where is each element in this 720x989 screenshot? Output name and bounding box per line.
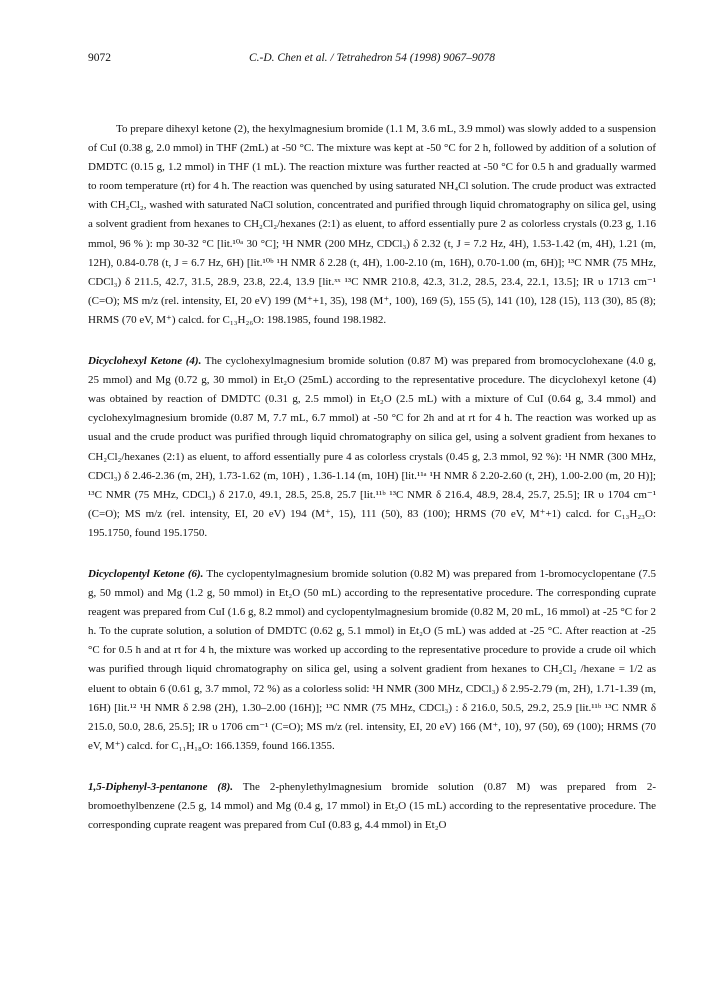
paragraph-text: The cyclohexylmagnesium bromide solution (0.87 M) was prepared from bromocyclohexane (4.0 g, 25 mmol) and Mg (0.72 g, 30 mmol) in Et₂O (25mL) according to the representative procedure. The dicyclohexyl ketone (4) was obtained by reaction of DMDTC (0.31 g, 2.5 mmol) in Et₂O (2.5 mL) with a mixture of CuI (0.64 g, 3.4 mmol) and cyclohexylmagnesium bromide (0.87 M, 7.7 mL, 6.7 mmol) at -50 °C for 2h and at rt for 4 h. The reaction was worked up as usual and the crude product was purified through liquid chromatography on silica gel, using a solvent gradient from hexanes to CH₂Cl₂/hexanes (2:1) as eluent, to afford essentially pure 4 as colorless crystals (0.45 g, 2.3 mmol, 92 %): ¹H NMR (300 MHz, CDCl₃) δ 2.46-2.36 (m, 2H), 1.73-1.62 (m, 10H) , 1.36-1.14 (m, 10H) [lit.¹¹ᵃ ¹H NMR δ 2.20-2.60 (t, 2H), 1.00-2.00 (m, 20 H)]; ¹³C NMR (75 MHz, CDCl₃) δ 217.0, 49.1, 28.5, 25.8, 25.7 [lit.¹¹ᵇ ¹³C NMR δ 216.4, 48.9, 28.4, 25.7, 25.5]; IR υ 1704 cm⁻¹ (C=O); MS m/z (rel. intensity, EI, 20 eV) 194 (M⁺, 15), 111 (50), 83 (100); HRMS (70 eV, M⁺+1) calcd. for C₁₃H₂₃O: 195.1750, found 195.1750. [88,355,656,539]
paragraph-dicyclopentyl-ketone [88,565,656,756]
page-number: 9072 [88,52,111,64]
paragraph-text: The cyclopentylmagnesium bromide solution (0.82 M) was prepared from 1-bromocyclopentane (7.5 g, 50 mmol) and Mg (1.2 g, 50 mmol) in Et₂O (50 mL) according to the representative procedure. The corresponding cuprate reagent was prepared from CuI (1.6 g, 8.2 mmol) and cyclopentylmagnesium bromide (0.82 M, 20 mL, 16 mmol) at -25 °C for 2 h. To the cuprate solution, a solution of DMDTC (0.62 g, 5.1 mmol) in Et₂O (5 mL) was added at -25 °C. After reaction at -25 °C for 0.5 h and at rt for 4 h, the mixture was worked up according to the representative procedure to provide a crude oil which was purified through liquid chromatography on silica gel, using a solvent gradient from hexanes to CH₂Cl₂ /hexane = 1/2 as eluent to obtain 6 (0.61 g, 3.7 mmol, 72 %) as a colorless solid: ¹H NMR (300 MHz, CDCl₃) δ 2.95-2.79 (m, 2H), 1.71-1.39 (m, 16H) [lit.¹² ¹H NMR δ 2.98 (2H), 1.30–2.00 (16H)]; ¹³C NMR (75 MHz, CDCl₃) : δ 216.0, 50.5, 29.2, 25.9 [lit.¹¹ᵇ ¹³C NMR δ 215.0, 50.0, 28.6, 25.5]; IR υ 1706 cm⁻¹ (C=O); MS m/z (rel. intensity, EI, 20 eV) 166 (M⁺, 10), 97 (50), 69 (100); HRMS (70 eV, M⁺) calcd. for C₁₁H₁₈O: 166.1359, found 166.1355. [88,567,656,752]
paragraph-text: To prepare dihexyl ketone (2), the hexylmagnesium bromide (1.1 M, 3.6 mL, 3.9 mmol) was slowly added to a suspension of CuI (0.38 g, 2.0 mmol) in THF (2mL) at -50 °C. The mixture was kept at -50 °C for 2 h, followed by addition of a solution of DMDTC (0.15 g, 1.2 mmol) in THF (1 mL). The reaction mixture was further reacted at -50 °C for 0.5 h and gradually warmed to room temperature (rt) for 4 h. The reaction was quenched by using saturated NH₄Cl solution. The crude product was extracted with CH₂Cl₂, washed with saturated NaCl solution, concentrated and purified through liquid chromatography on silica gel, using a solvent gradient from hexanes to CH₂Cl₂/hexanes (2:1) as eluent, to afford essentially pure 2 as colorless crystals (0.23 g, 1.16 mmol, 96 % ): mp 30-32 °C [lit.¹⁰ᵃ 30 °C]; ¹H NMR (200 MHz, CDCl₃) δ 2.32 (t, J = 7.2 Hz, 4H), 1.53-1.42 (m, 4H), 1.21 (m, 12H), 0.84-0.78 (t, J = 6.7 Hz, 6H) [lit.¹⁰ᵇ ¹H NMR δ 2.28 (t, 4H), 1.00-2.10 (m, 16H), 0.70-1.00 (m, 6H)]; ¹³C NMR (75 MHz, CDCl₃) δ 211.5, 42.7, 31.5, 28.9, 23.8, 22.4, 13.9 [lit.ˣˣ ¹³C NMR 210.8, 42.3, 31.2, 28.5, 23.4, 22.1, 13.5]; IR υ 1713 cm⁻¹ (C=O); MS m/z (rel. intensity, EI, 20 eV) 199 (M⁺+1, 35), 198 (M⁺, 100), 169 (5), 155 (5), 141 (10), 128 (15), 113 (30), 85 (8); HRMS (70 eV, M⁺) calcd. for C₁₃H₂₆O: 198.1985, found 198.1982. [88,123,657,326]
paragraph-dicyclohexyl-ketone [88,352,656,543]
compound-heading: Dicyclohexyl Ketone (4). [88,355,202,368]
page-header [88,52,656,68]
running-head: C.-D. Chen et al. / Tetrahedron 54 (1998) 9067–9078 [248,52,496,64]
paragraph-diphenyl-pentanone [88,778,656,835]
article-body [88,120,656,857]
compound-heading: 1,5-Diphenyl-3-pentanone (8). [88,780,234,793]
paragraph-text: The 2-phenylethylmagnesium bromide solution (0.87 M) was prepared from 2-bromoethylbenzene (2.5 g, 14 mmol) and Mg (0.4 g, 17 mmol) in Et₂O (15 mL) according to the representative procedure. The corresponding cuprate reagent was prepared from CuI (0.83 g, 4.4 mmol) in Et₂O [88,780,656,832]
compound-heading: Dicyclopentyl Ketone (6). [88,567,204,580]
paragraph-dihexyl-ketone [88,120,656,330]
